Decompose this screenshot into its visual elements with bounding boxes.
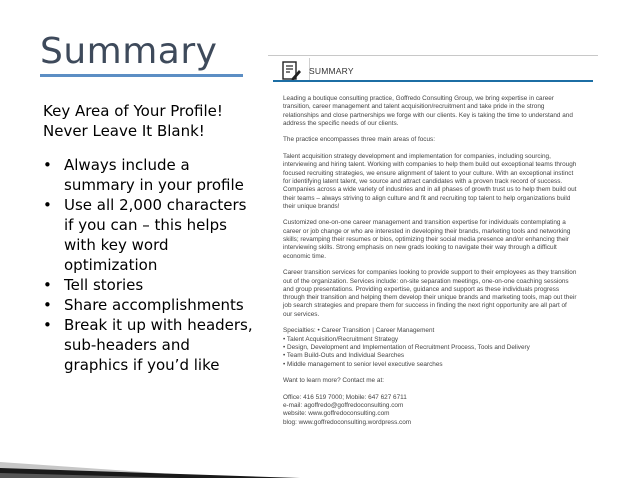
tip-item — [43, 295, 273, 315]
summary-paragraph — [283, 394, 591, 427]
summary-line: • Design, Development and Implementation of Recruitment Process, Tools and Delivery — [283, 343, 530, 351]
summary-line: economic time. — [283, 252, 326, 260]
summary-line: Companies across a wide variety of industries and in all phases of growth trust us to help them build out — [283, 186, 577, 194]
summary-line: Career transition services for companies looking to provide support to their employees as they transition — [283, 269, 577, 277]
summary-line: focused recruiting strategies, we ensure alignment of talent to your culture. With an exceptional instinct — [283, 169, 574, 177]
tip-text-line: with key word — [64, 236, 169, 254]
panel-body — [283, 95, 591, 435]
tip-item — [43, 155, 273, 195]
panel-title: SUMMARY — [309, 66, 354, 76]
tip-text-line: optimization — [64, 256, 158, 274]
summary-line: Talent acquisition strategy development and implementation for companies, including sourcing, — [283, 153, 551, 161]
summary-paragraph — [283, 153, 591, 211]
summary-line: Want to learn more? Contact me at: — [283, 377, 384, 385]
summary-line: and group presentations. Providing expertise, guidance and support as these individuals progress — [283, 285, 560, 293]
summary-line: website: www.goffredoconsulting.com — [283, 410, 390, 418]
tip-text-line: Break it up with headers, — [64, 316, 253, 334]
bullet-marker: • — [43, 316, 52, 334]
tip-text-line: sub-headers and — [64, 336, 190, 354]
summary-line: Specialties: • Career Transition | Career Management — [283, 327, 435, 335]
summary-line: Customized one-on-one career management and transition expertise for individuals contemplating a — [283, 219, 566, 227]
summary-line: career or job change or who are interested in developing their brands, marketing tools and networking — [283, 227, 571, 235]
summary-line: Office: 416 519 7000; Mobile: 647 627 6711 — [283, 393, 407, 401]
panel-title-rule — [273, 80, 593, 82]
summary-line: • Talent Acquisition/Recruitment Strategy — [283, 335, 399, 343]
summary-line: transition, career management and talent acquisition/recruitment and take pride in the strong — [283, 103, 545, 111]
tip-text-line: graphics if you’d like — [64, 356, 220, 374]
summary-paragraph — [283, 136, 591, 144]
tip-text-line: Share accomplishments — [64, 296, 244, 314]
summary-line: our services. — [283, 310, 320, 318]
panel-top-border — [268, 55, 598, 56]
bullet-marker: • — [43, 276, 52, 294]
slide-title: Summary — [40, 31, 218, 72]
summary-line: Leading a boutique consulting practice, Goffredo Consulting Group, we bring expertise in career — [283, 95, 554, 102]
tip-text-line: Tell stories — [64, 276, 144, 294]
tip-text-line: Always include a — [64, 156, 190, 174]
bullet-marker: • — [43, 196, 52, 214]
bullet-marker: • — [43, 296, 52, 314]
summary-line: • Team Build-Outs and Individual Searches — [283, 352, 405, 360]
tip-item — [43, 195, 273, 275]
heading-line-1: Key Area of Your Profile! — [43, 102, 223, 120]
summary-line: relationships and close partnerships we forge with our clients. Key is taking the time to understand and — [283, 111, 573, 119]
summary-line: address the specific needs of our clients. — [283, 119, 399, 127]
summary-line: e-mail: agoffredo@goffredoconsulting.com — [283, 401, 404, 409]
summary-line: • Middle management to senior level executive searches — [283, 360, 443, 368]
summary-line: skills; revamping their resumes or bios, optimizing their social media presence and/or enhancing their — [283, 236, 569, 244]
summary-paragraph — [283, 327, 591, 368]
profile-summary-panel — [268, 55, 598, 465]
slide-content — [43, 101, 273, 375]
summary-line: their unique brands! — [283, 202, 340, 210]
tip-text-line: Use all 2,000 characters — [64, 196, 247, 214]
tips-list — [43, 155, 273, 375]
tip-item — [43, 315, 273, 375]
summary-paragraph — [283, 377, 591, 385]
summary-paragraph — [283, 269, 591, 319]
document-pen-icon — [280, 60, 302, 82]
summary-line: for identifying latent talent, we source and attract candidates with a proven track record of success. — [283, 177, 563, 185]
summary-line: The practice encompasses three main areas of focus: — [283, 136, 436, 144]
summary-line: interviewing skills. Strong emphasis on new grads looking to navigate their way through a difficult — [283, 244, 557, 252]
heading-line-2: Never Leave It Blank! — [43, 122, 205, 140]
summary-line: interviewing and hiring talent. Working with companies to help them build out exceptional teams through — [283, 161, 577, 169]
summary-line: through their transition and helping them develop their unique brands and marketing tools, map out their — [283, 294, 577, 302]
summary-line: their teams – always striving to align culture and fit and recruiting top talent to help organizations build — [283, 194, 571, 202]
summary-paragraph — [283, 219, 591, 260]
summary-line: job search strategies and prepare them for success in finding the next right opportunity are all part of — [283, 302, 567, 310]
summary-line: out of the organization. Services include: on-site separation meetings, one-on-one coaching sessions — [283, 277, 569, 285]
tip-item — [43, 275, 273, 295]
bullet-marker: • — [43, 156, 52, 174]
summary-paragraph — [283, 95, 591, 128]
tip-text-line: if you can – this helps — [64, 216, 227, 234]
tip-text-line: summary in your profile — [64, 176, 244, 194]
title-underline — [40, 74, 243, 77]
summary-line: blog: www.goffredoconsulting.wordpress.com — [283, 418, 412, 426]
decorative-corner-stripes — [0, 396, 300, 478]
